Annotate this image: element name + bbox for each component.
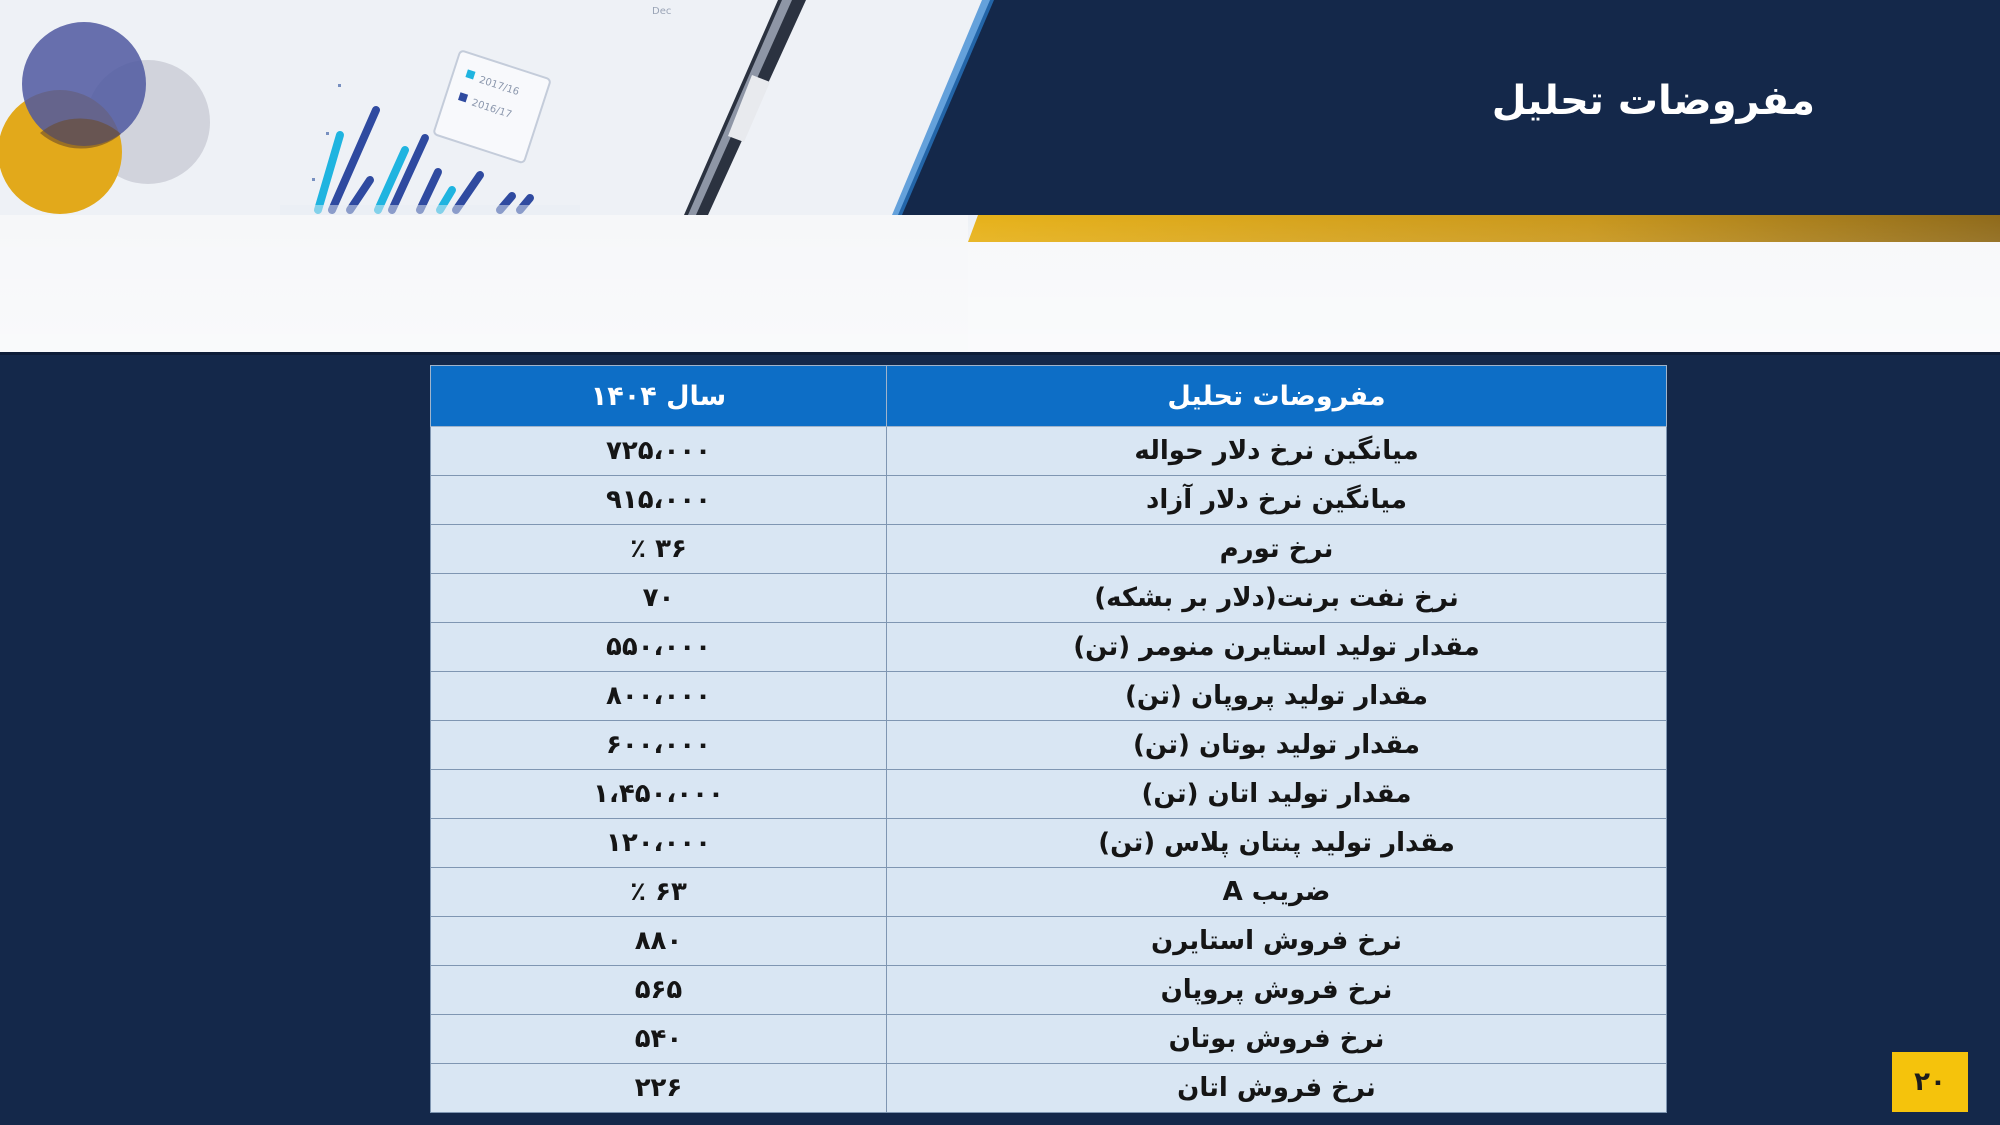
row-value: ۱۲۰،۰۰۰ [431, 819, 887, 868]
table-row [431, 868, 1667, 917]
row-value: ۳۶ ٪ [431, 525, 887, 574]
table-row [431, 917, 1667, 966]
legend-label-2: 2016/17 [470, 97, 514, 121]
row-value: ۸۸۰ [431, 917, 887, 966]
legend-label-1: 2017/16 [477, 74, 521, 99]
row-label: میانگین نرخ دلار آزاد [887, 476, 1667, 525]
column-header-assumption: مفروضات تحلیل [887, 366, 1667, 427]
row-label: نرخ نفت برنت(دلار بر بشکه) [887, 574, 1667, 623]
row-label: مقدار تولید اتان (تن) [887, 770, 1667, 819]
table-row [431, 476, 1667, 525]
row-value: ۷۰ [431, 574, 887, 623]
table-row [431, 819, 1667, 868]
row-label: مقدار تولید استایرن منومر (تن) [887, 623, 1667, 672]
table-row [431, 1064, 1667, 1113]
table-row [431, 770, 1667, 819]
row-value: ۱،۴۵۰،۰۰۰ [431, 770, 887, 819]
page-number-badge: ۲۰ [1892, 1052, 1968, 1112]
row-value: ۶۰۰،۰۰۰ [431, 721, 887, 770]
table-row [431, 574, 1667, 623]
row-value: ۲۲۶ [431, 1064, 887, 1113]
row-label: مقدار تولید بوتان (تن) [887, 721, 1667, 770]
row-value: ۷۲۵،۰۰۰ [431, 427, 887, 476]
assumptions-table-container [430, 365, 1666, 1113]
table-row [431, 721, 1667, 770]
table-row [431, 1015, 1667, 1064]
header-banner [0, 0, 2000, 355]
table-header-row [431, 366, 1667, 427]
banner-illustration [0, 0, 2000, 355]
table-row [431, 672, 1667, 721]
row-label: میانگین نرخ دلار حواله [887, 427, 1667, 476]
row-label: نرخ فروش بوتان [887, 1015, 1667, 1064]
row-value: ۸۰۰،۰۰۰ [431, 672, 887, 721]
row-value: ۵۴۰ [431, 1015, 887, 1064]
row-label: نرخ فروش استایرن [887, 917, 1667, 966]
chart-corner-label: Dec [652, 6, 672, 17]
row-label: مقدار تولید پنتان پلاس (تن) [887, 819, 1667, 868]
row-label: ضریب A [887, 868, 1667, 917]
row-value: ۹۱۵،۰۰۰ [431, 476, 887, 525]
table-row [431, 966, 1667, 1015]
title-panel [898, 0, 2000, 215]
banner-divider [0, 352, 2000, 355]
table-row [431, 525, 1667, 574]
row-value: ۵۵۰،۰۰۰ [431, 623, 887, 672]
row-label: نرخ فروش اتان [887, 1064, 1667, 1113]
column-header-year: سال ۱۴۰۴ [431, 366, 887, 427]
row-value: ۵۶۵ [431, 966, 887, 1015]
row-label: نرخ فروش پروپان [887, 966, 1667, 1015]
table-row [431, 623, 1667, 672]
row-label: مقدار تولید پروپان (تن) [887, 672, 1667, 721]
assumptions-table [430, 365, 1667, 1113]
row-label: نرخ تورم [887, 525, 1667, 574]
page-title: مفروضات تحلیل [1491, 78, 1815, 124]
table-row [431, 427, 1667, 476]
row-value: ۶۳ ٪ [431, 868, 887, 917]
